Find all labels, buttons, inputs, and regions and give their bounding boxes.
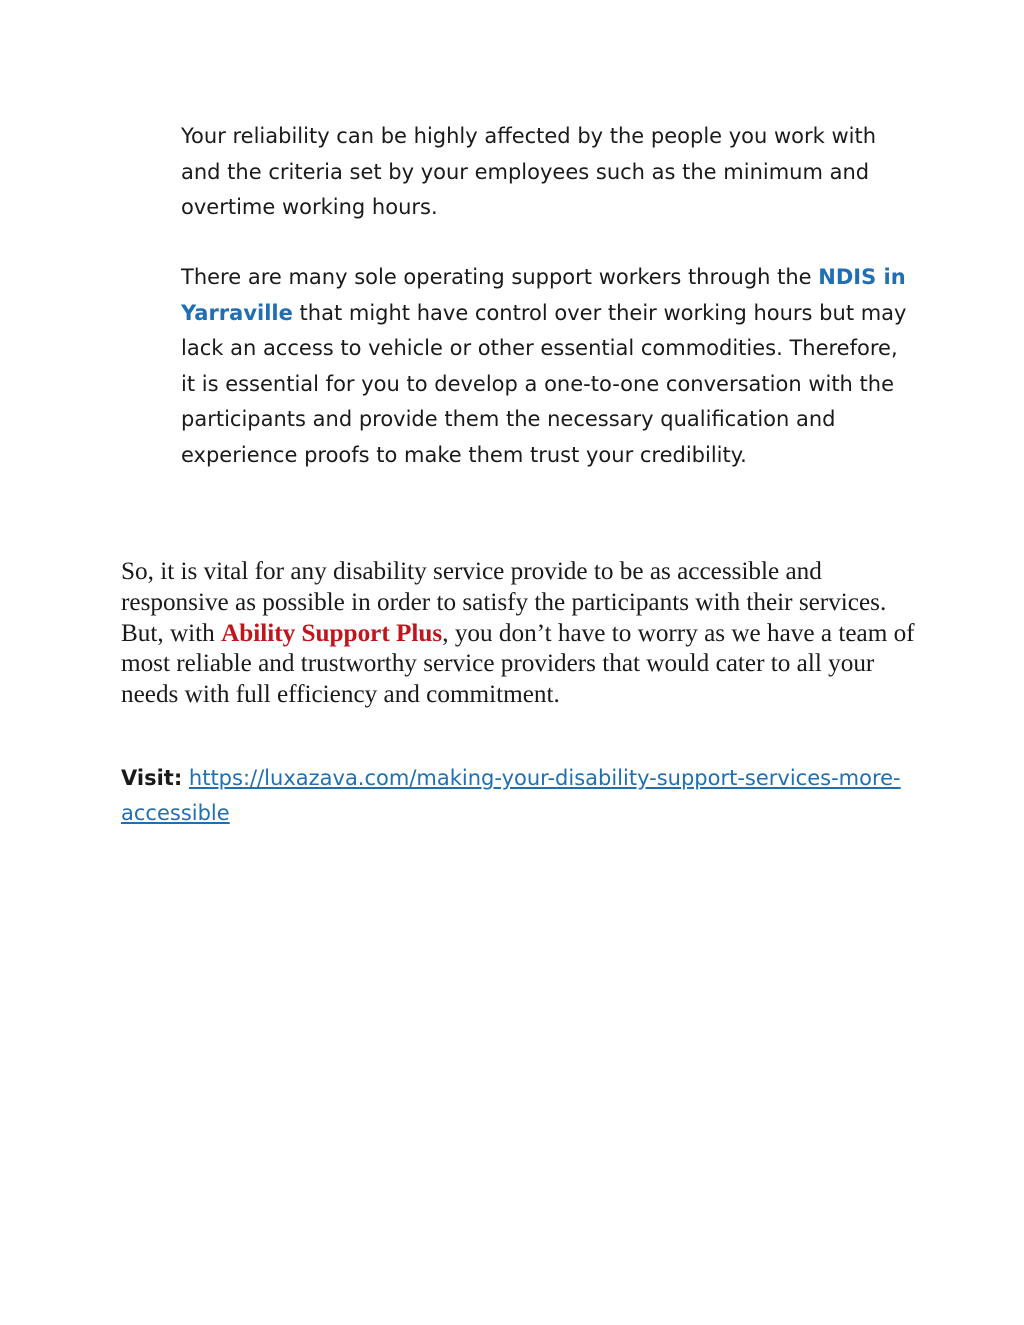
brand-name: Ability Support Plus — [221, 619, 443, 647]
paragraph-reliability-text: Your reliability can be highly affected by the people you work with and the criteria set by your employees such as the minimum and overtime working hours. — [181, 124, 877, 219]
paragraph-sole-workers — [181, 260, 911, 473]
paragraph-reliability — [181, 119, 911, 226]
visit-line — [121, 761, 911, 831]
visit-label: Visit: — [121, 766, 183, 790]
paragraph-accessibility-rest: , you don’t have to worry as we have a team of most reliable and trustworthy service providers that would cater to all your needs with full efficiency and commitment. — [121, 619, 915, 709]
ndis-yarraville-link[interactable]: NDIS in Yarraville — [181, 265, 906, 325]
paragraph-sole-workers-intro: There are many sole operating support workers through the — [181, 265, 819, 289]
paragraph-accessibility-intro: So, it is vital for any disability service provide to be as accessible and responsive as possible in order to satisfy the participants with their services. But, with — [121, 558, 887, 647]
paragraph-accessibility — [121, 557, 921, 711]
paragraph-sole-workers-rest: that might have control over their working hours but may lack an access to vehicle or other essential commodities. Therefore, it is essential for you to develop a one-to-one conversation with the participants and provide them the necessary qualification and experience proofs to make them trust your credibility. — [181, 300, 907, 467]
visit-url-link[interactable]: https://luxazava.com/making-your-disability-support-services-more-accessible — [121, 766, 901, 825]
